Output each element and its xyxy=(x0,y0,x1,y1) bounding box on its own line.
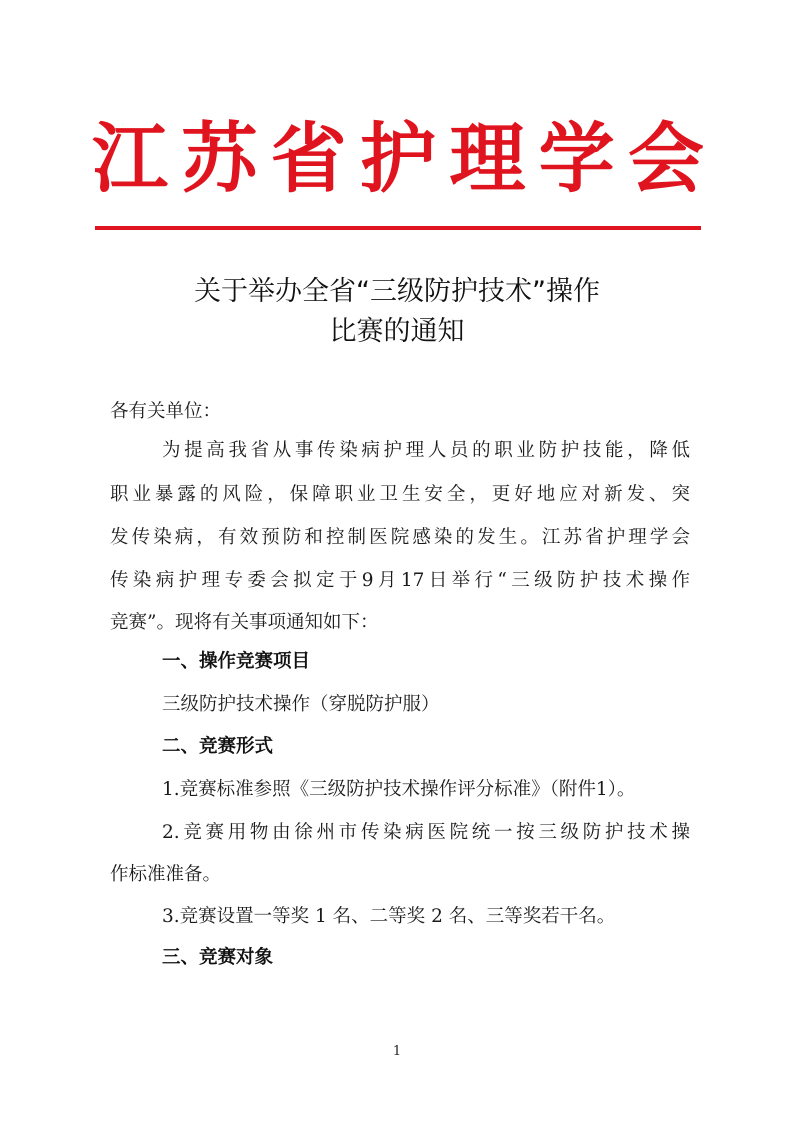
document-title-line-1: 关于举办全省“三级防护技术”操作 xyxy=(194,276,600,307)
section-heading-1: 一、操作竞赛项目 xyxy=(162,651,311,672)
letterhead-char: 会 xyxy=(627,114,704,203)
intro-line: 发传染病，有效预防和控制医院感染的发生。江苏省护理学会 xyxy=(110,527,690,548)
letterhead-char: 省 xyxy=(270,114,347,203)
letterhead-char: 苏 xyxy=(181,114,258,203)
letterhead-char: 理 xyxy=(449,114,526,203)
section-1-content: 三级防护技术操作（穿脱防护服） xyxy=(162,694,440,715)
letterhead-divider xyxy=(95,226,701,230)
section-heading-3: 三、竞赛对象 xyxy=(162,947,274,968)
page-number: 1 xyxy=(392,1044,402,1059)
section-2-item-3: 3.竞赛设置一等奖 1 名、二等奖 2 名、三等奖若干名。 xyxy=(162,906,616,927)
section-2-item-2: 2.竞赛用物由徐州市传染病医院统一按三级防护技术操 xyxy=(162,822,690,843)
letterhead-org-name xyxy=(92,112,704,206)
section-heading-2: 二、竞赛形式 xyxy=(162,736,274,757)
letterhead-char: 学 xyxy=(538,114,615,203)
intro-line: 传染病护理专委会拟定于9月17日举行“三级防护技术操作 xyxy=(110,570,690,591)
intro-line: 为提高我省从事传染病护理人员的职业防护技能，降低 xyxy=(162,440,690,461)
salutation: 各有关单位： xyxy=(110,401,222,422)
document-title-line-2: 比赛的通知 xyxy=(329,316,465,347)
intro-line: 竞赛”。现将有关事项通知如下： xyxy=(110,612,379,633)
section-2-item-1: 1.竞赛标准参照《三级防护技术操作评分标准》（附件1）。 xyxy=(162,779,636,800)
letterhead-char: 护 xyxy=(359,114,436,203)
section-2-item-2-continued: 作标准准备。 xyxy=(110,864,222,885)
intro-line: 职业暴露的风险，保障职业卫生安全，更好地应对新发、突 xyxy=(110,484,690,505)
letterhead-char: 江 xyxy=(92,114,168,203)
